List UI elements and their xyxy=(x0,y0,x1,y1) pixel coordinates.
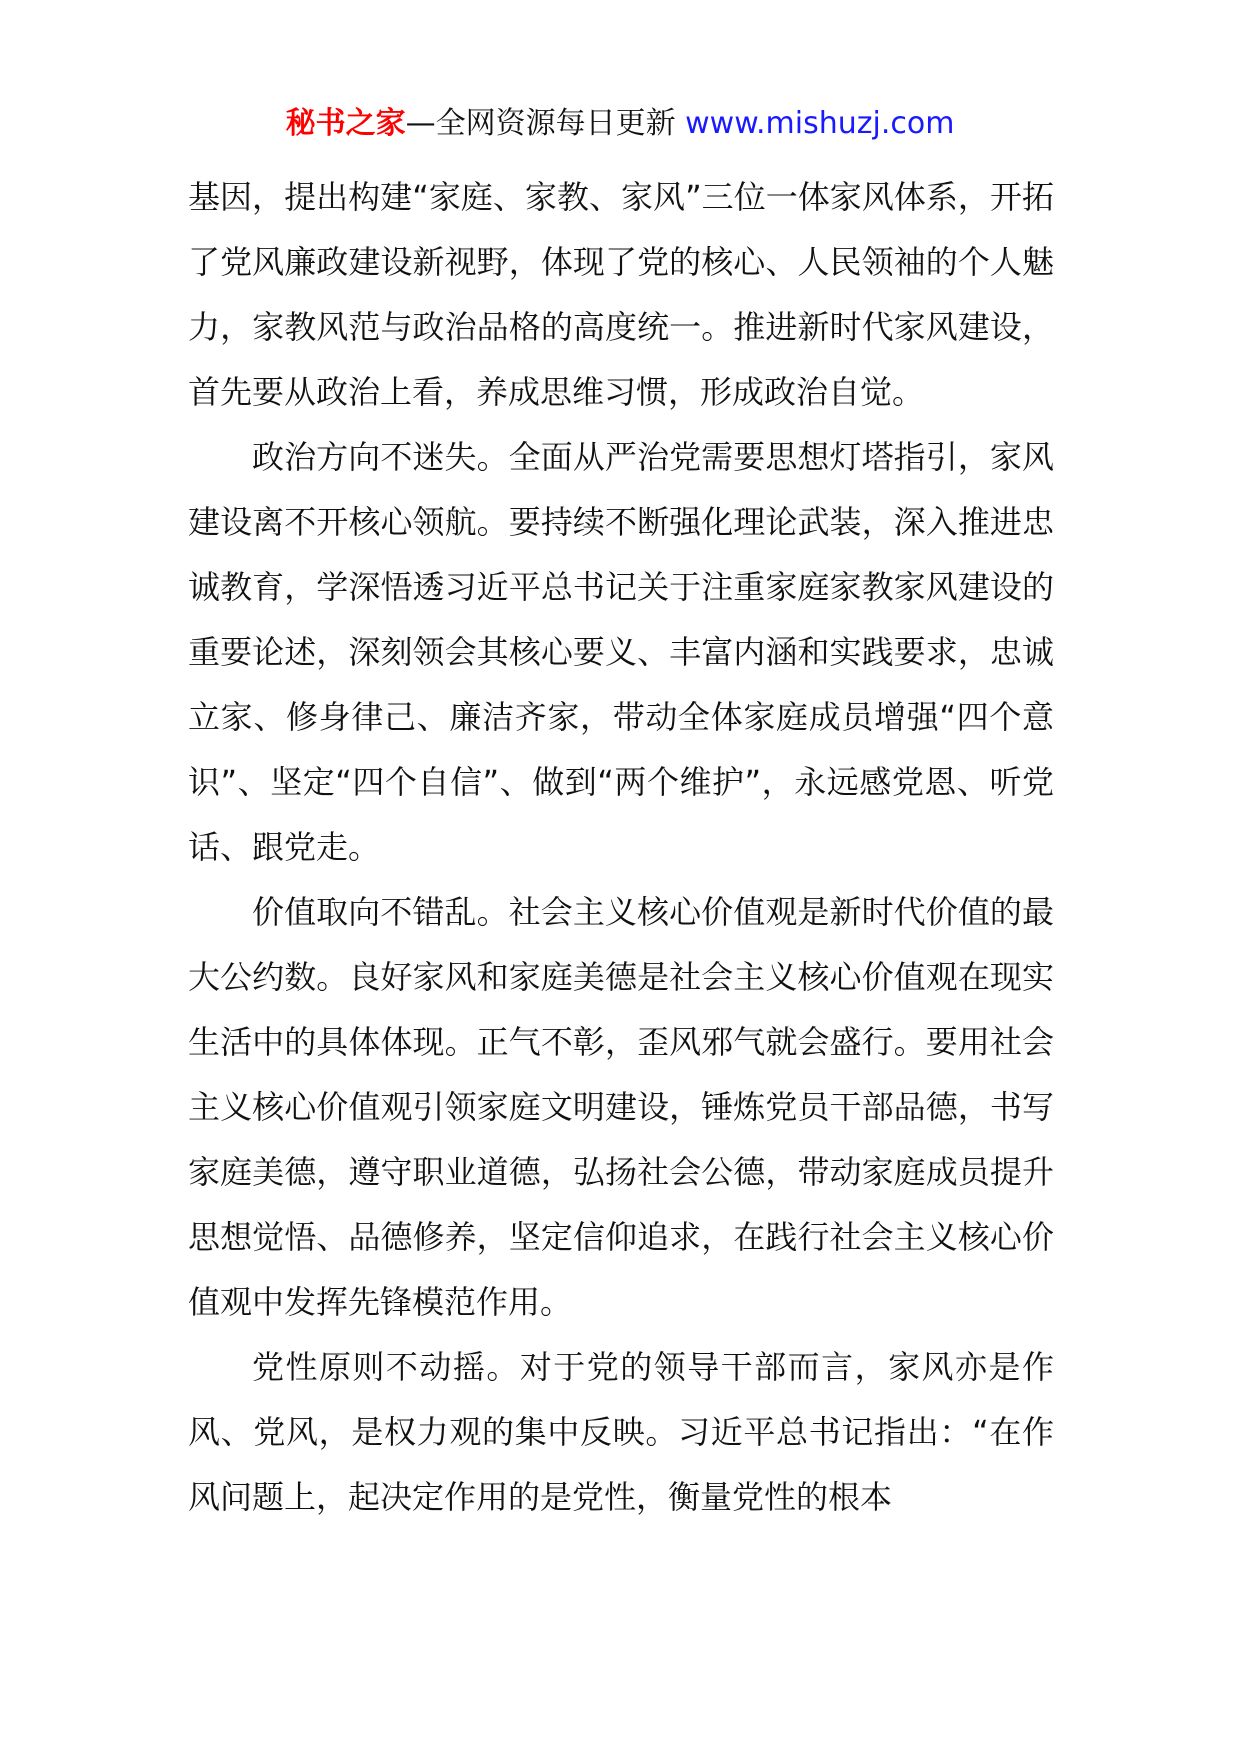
paragraph-political-direction: 政治方向不迷失。全面从严治党需要思想灯塔指引，家风建设离不开核心领航。要持续不断强化理论武装，深入推进忠诚教育，学深悟透习近平总书记关于注重家庭家教家风建设的重要论述，深刻领会其核心要义、丰富内涵和实践要求，忠诚立家、修身律己、廉洁齐家，带动全体家庭成员增强“四个意识”、坚定“四个自信”、做到“两个维护”，永远感党恩、听党话、跟党走。 xyxy=(188,438,1054,866)
header-tagline: —全网资源每日更新 xyxy=(405,106,676,141)
paragraph-party-principle: 党性原则不动摇。对于党的领导干部而言，家风亦是作风、党风，是权力观的集中反映。习近平总书记指出：“在作风问题上，起决定作用的是党性，衡量党性的根本 xyxy=(188,1348,1054,1516)
brand-name: 秘书之家 xyxy=(285,106,406,141)
website-link[interactable]: www.mishuzj.com xyxy=(685,106,955,141)
page-header xyxy=(0,104,1240,144)
document-body xyxy=(188,165,1054,1530)
paragraph-continuation: 基因，提出构建“家庭、家教、家风”三位一体家风体系，开拓了党风廉政建设新视野，体现了党的核心、人民领袖的个人魅力，家教风范与政治品格的高度统一。推进新时代家风建设，首先要从政治上看，养成思维习惯，形成政治自觉。 xyxy=(188,178,1054,411)
paragraph-value-orientation: 价值取向不错乱。社会主义核心价值观是新时代价值的最大公约数。良好家风和家庭美德是社会主义核心价值观在现实生活中的具体体现。正气不彰，歪风邪气就会盛行。要用社会主义核心价值观引领家庭文明建设，锤炼党员干部品德，书写家庭美德，遵守职业道德，弘扬社会公德，带动家庭成员提升思想觉悟、品德修养，坚定信仰追求，在践行社会主义核心价值观中发挥先锋模范作用。 xyxy=(188,893,1054,1321)
